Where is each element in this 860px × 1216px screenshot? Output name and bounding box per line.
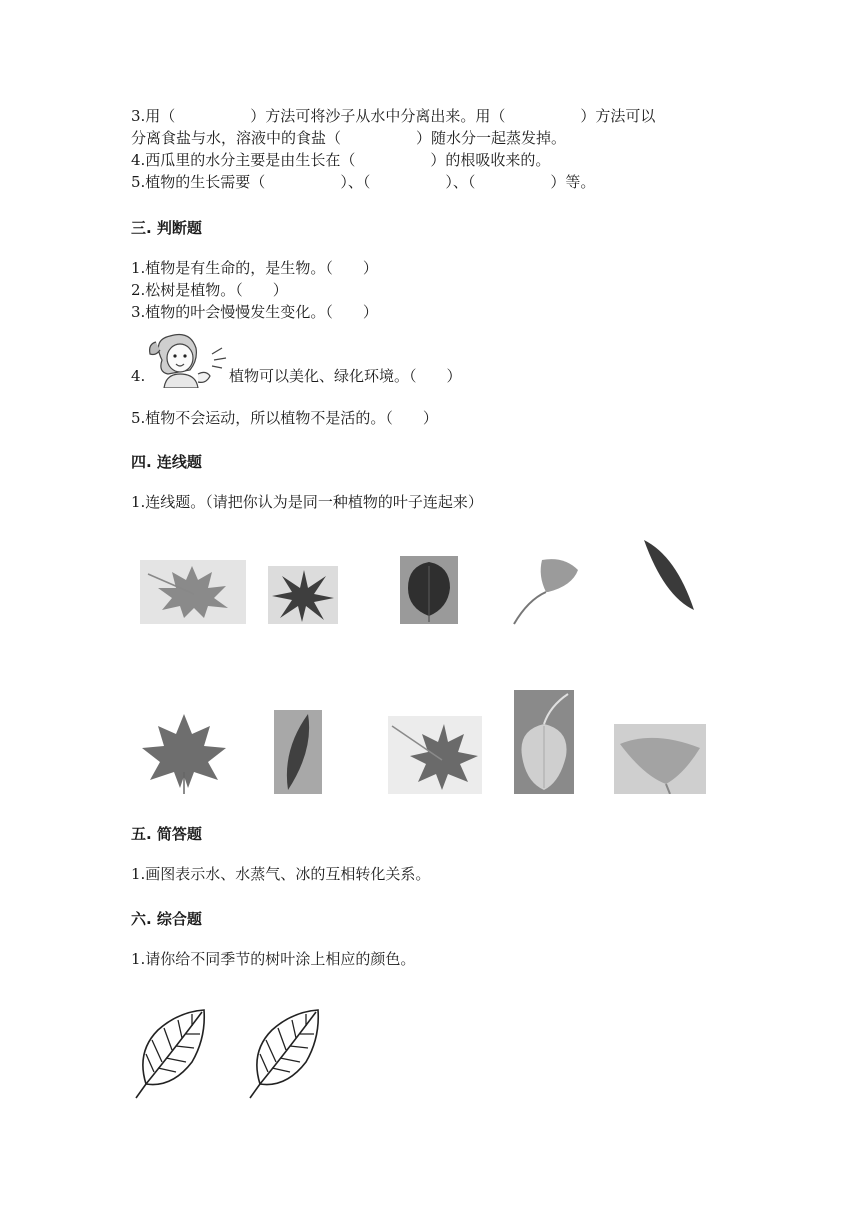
maple-leaf-photo (140, 560, 246, 624)
judge-section-title: 三. 判断题 (131, 219, 202, 237)
narrow-dark-leaf-photo (636, 536, 702, 618)
narrow-leaf-photo (274, 710, 322, 794)
short-answer-section-title: 五. 简答题 (131, 825, 202, 843)
comprehensive-section-title: 六. 综合题 (131, 910, 202, 928)
leaf-outline (246, 1008, 322, 1100)
fill-question-5: 5.植物的生长需要（ ）、（ ）、（ ）等。 (131, 173, 596, 191)
judge-question-3: 3.植物的叶会慢慢发生变化。（ ） (131, 303, 378, 321)
judge-question-4-text: 植物可以美化、绿化环境。（ ） (229, 367, 462, 385)
short-answer-question-1: 1.画图表示水、水蒸气、冰的互相转化关系。 (131, 865, 431, 883)
judge-question-4-number: 4. (131, 367, 146, 385)
girl-cartoon-illustration (146, 330, 228, 388)
judge-question-5: 5.植物不会运动，所以植物不是活的。（ ） (131, 409, 438, 427)
poplar-leaf-photo (514, 690, 574, 794)
fill-question-3-line-2: 分离食盐与水，溶液中的食盐（ ）随水分一起蒸发掉。 (131, 129, 567, 147)
match-question-1: 1.连线题。（请把你认为是同一种植物的叶子连起来） (131, 493, 483, 511)
maple-leaf-photo (388, 716, 482, 794)
red-maple-leaf-photo (268, 566, 338, 624)
comprehensive-question-1: 1.请你给不同季节的树叶涂上相应的颜色。 (131, 950, 416, 968)
dark-round-leaf-photo (400, 556, 458, 624)
judge-question-2: 2.松树是植物。（ ） (131, 281, 288, 299)
ginkgo-leaf-photo (508, 556, 582, 626)
fill-question-3-line-1: 3.用（ ）方法可将沙子从水中分离出来。用（ ）方法可以 (131, 107, 656, 125)
fill-question-4: 4.西瓜里的水分主要是由生长在（ ）的根吸收来的。 (131, 151, 551, 169)
match-section-title: 四. 连线题 (131, 453, 202, 471)
leaf-outline (132, 1008, 208, 1100)
ginkgo-leaf-photo (614, 724, 706, 794)
maple-leaf-photo (140, 712, 228, 794)
judge-question-1: 1.植物是有生命的，是生物。（ ） (131, 259, 378, 277)
